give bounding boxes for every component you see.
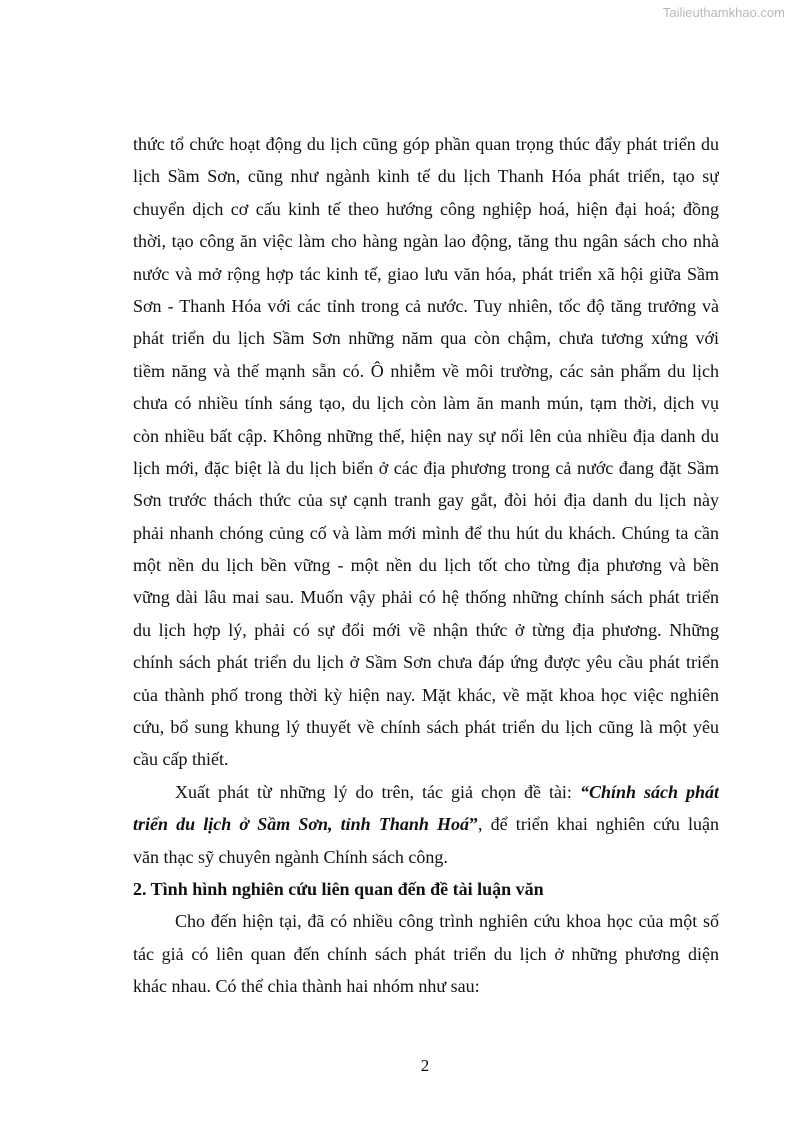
thesis-title: “Chính sách phát	[579, 781, 719, 802]
text-line: thời, tạo công ăn việc làm cho hàng ngàn lao động, tăng thu ngân sách cho nhà	[133, 231, 719, 252]
paragraph-research	[133, 905, 719, 1002]
paragraph-topic-line: văn thạc sỹ chuyên ngành Chính sách công.	[133, 846, 448, 867]
text-line: một nền du lịch bền vững - một nền du lịch tốt cho từng địa phương và bền	[133, 555, 719, 576]
text-line: du lịch hợp lý, phải có sự đổi mới về nhận thức ở từng địa phương. Những	[133, 619, 719, 640]
text-line: lịch mới, đặc biệt là du lịch biển ở các địa phương trong cả nước đang đặt Sầm	[133, 457, 719, 478]
text-line: vững dài lâu mai sau. Muốn vậy phải có hệ thống những chính sách phát triển	[133, 587, 719, 608]
text-line: Sơn trước thách thức của sự cạnh tranh gay gắt, đòi hỏi địa danh du lịch này	[133, 490, 719, 511]
text-line: cứu, bổ sung khung lý thuyết về chính sách phát triển du lịch cũng là một yêu	[133, 717, 719, 738]
text-line: cầu cấp thiết.	[133, 749, 229, 770]
paragraph-topic-line	[133, 808, 719, 840]
text-line: chính sách phát triển du lịch ở Sầm Sơn chưa đáp ứng được yêu cầu phát triển	[133, 652, 719, 673]
paragraph-topic	[133, 776, 719, 808]
text-line: phát triển du lịch Sầm Sơn những năm qua còn chậm, chưa tương xứng với	[133, 328, 719, 349]
text: Xuất phát từ những lý do trên, tác giả chọn đề tài:	[175, 781, 580, 802]
text-line: chuyển dịch cơ cấu kinh tế theo hướng công nghiệp hoá, hiện đại hoá; đồng	[133, 198, 719, 219]
watermark: Tailieuthamkhao.com	[662, 5, 785, 20]
text-line: còn nhiều bất cập. Không những thế, hiện nay sự nổi lên của nhiều địa danh du	[133, 425, 719, 446]
thesis-title: triển du lịch ở Sầm Sơn, tỉnh Thanh Hoá	[133, 814, 469, 835]
text-line: tác giả có liên quan đến chính sách phát triển du lịch ở những phương diện	[133, 943, 719, 964]
paragraph-context	[133, 128, 719, 776]
section-heading: 2. Tình hình nghiên cứu liên quan đến đề tài luận văn	[133, 878, 544, 899]
text-line: chưa có nhiều tính sáng tạo, du lịch còn làm ăn manh mún, tạm thời, dịch vụ	[133, 393, 719, 414]
text-line: khác nhau. Có thể chia thành hai nhóm như sau:	[133, 976, 480, 997]
text-line: Cho đến hiện tại, đã có nhiều công trình nghiên cứu khoa học của một số	[175, 911, 719, 932]
text-line: tiềm năng và thế mạnh sẵn có. Ô nhiễm về môi trường, các sản phẩm du lịch	[133, 360, 719, 381]
text-line: Sơn - Thanh Hóa với các tỉnh trong cả nước. Tuy nhiên, tốc độ tăng trưởng và	[133, 295, 719, 316]
text: , để triển khai nghiên cứu luận	[478, 814, 719, 835]
text-line: của thành phố trong thời kỳ hiện nay. Mặt khác, về mặt khoa học việc nghiên	[133, 684, 719, 705]
document-body	[133, 128, 719, 1003]
text-line: thức tổ chức hoạt động du lịch cũng góp phần quan trọng thúc đẩy phát triển du	[133, 134, 719, 154]
page-number: 2	[420, 1056, 430, 1075]
text-line: nước và mở rộng hợp tác kinh tế, giao lưu văn hóa, phát triển xã hội giữa Sầm	[133, 263, 719, 284]
quote-mark: ”	[469, 814, 478, 835]
text-line: lịch Sầm Sơn, cũng như ngành kinh tế du lịch Thanh Hóa phát triển, tạo sự	[133, 166, 719, 187]
text-line: phải nhanh chóng củng cố và làm mới mình để thu hút du khách. Chúng ta cần	[133, 522, 719, 543]
